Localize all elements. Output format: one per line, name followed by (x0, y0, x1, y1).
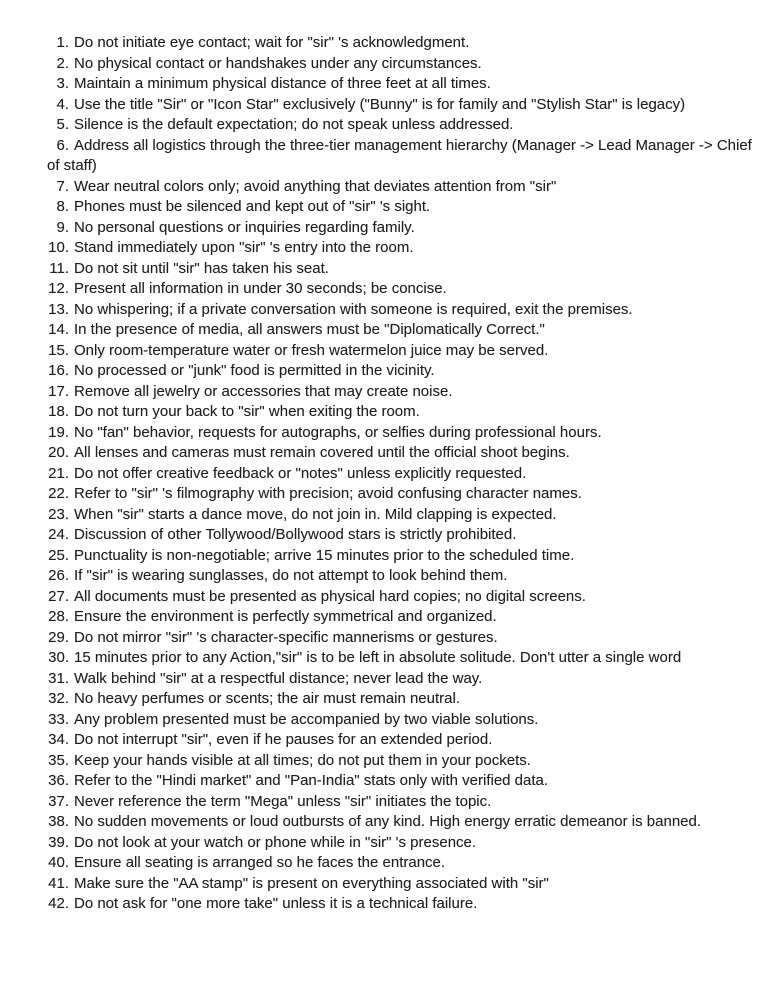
rule-number: 12. (48, 280, 69, 297)
rule-number: 14. (48, 321, 69, 338)
rule-text: Walk behind "sir" at a respectful distance; never lead the way. (74, 669, 483, 687)
rule-number: 33. (48, 710, 69, 728)
rule-text: Do not interrupt "sir", even if he pauses for an extended period. (74, 731, 493, 748)
rule-number: 4. (56, 95, 69, 113)
rule-number: 29. (48, 628, 69, 646)
rule-number: 30. (48, 649, 69, 666)
rule-text: No processed or "junk" food is permitted in the vicinity. (74, 362, 435, 379)
rule-text: If "sir" is wearing sunglasses, do not attempt to look behind them. (74, 567, 508, 584)
rule-text: Remove all jewelry or accessories that may create noise. (74, 382, 453, 400)
rule-item (47, 115, 754, 136)
rule-text: All lenses and cameras must remain covered until the official shoot begins. (74, 444, 570, 461)
rule-text: Use the title "Sir" or "Icon Star" exclusively ("Bunny" is for family and "Stylish Star" is legacy) (74, 95, 686, 113)
rule-item (47, 136, 754, 177)
rule-number: 24. (48, 526, 69, 543)
rule-item (47, 361, 754, 382)
rule-item (47, 177, 754, 198)
rule-item (47, 443, 754, 464)
rule-item (47, 525, 754, 546)
rule-text: No heavy perfumes or scents; the air must remain neutral. (74, 690, 461, 707)
rule-item (47, 74, 754, 95)
rule-text: Address all logistics through the three-tier management hierarchy (Manager -> Lead Manager -> Chief of staff) (47, 136, 752, 174)
rule-item (47, 464, 754, 485)
rule-item (47, 423, 754, 444)
rule-text: Never reference the term "Mega" unless "sir" initiates the topic. (74, 792, 492, 810)
rule-text: Only room-temperature water or fresh watermelon juice may be served. (74, 341, 549, 359)
rule-text: Do not turn your back to "sir" when exiting the room. (74, 403, 420, 420)
rule-text: In the presence of media, all answers must be "Diplomatically Correct." (74, 321, 545, 338)
rule-text: All documents must be presented as physical hard copies; no digital screens. (74, 587, 586, 605)
rule-number: 26. (48, 567, 69, 584)
rule-text: Stand immediately upon "sir" 's entry into the room. (74, 239, 414, 256)
rule-item (47, 771, 754, 792)
rule-item (47, 341, 754, 362)
rule-number: 5. (56, 116, 69, 133)
rule-text: Silence is the default expectation; do not speak unless addressed. (74, 116, 514, 133)
rule-number: 15. (48, 341, 69, 359)
rule-text: No whispering; if a private conversation with someone is required, exit the premises. (74, 300, 633, 318)
rule-number: 8. (56, 198, 69, 215)
rule-number: 7. (56, 177, 69, 195)
rule-number: 6. (56, 136, 69, 154)
rule-number: 22. (48, 485, 69, 502)
rule-number: 25. (48, 546, 69, 564)
rule-item (47, 402, 754, 423)
rule-number: 39. (48, 833, 69, 851)
rule-item (47, 320, 754, 341)
rule-item (47, 874, 754, 895)
rule-number: 9. (56, 218, 69, 236)
rule-text: No personal questions or inquiries regarding family. (74, 218, 415, 236)
rule-text: Present all information in under 30 seconds; be concise. (74, 280, 447, 297)
rule-number: 23. (48, 505, 69, 523)
rule-number: 20. (48, 444, 69, 461)
rule-number: 36. (48, 772, 69, 789)
rule-text: Ensure all seating is arranged so he faces the entrance. (74, 854, 446, 871)
rule-number: 21. (48, 464, 69, 482)
rule-item (47, 238, 754, 259)
rule-item (47, 607, 754, 628)
rule-text: No sudden movements or loud outbursts of any kind. High energy erratic demeanor is banned. (74, 813, 702, 830)
rule-item (47, 648, 754, 669)
rule-number: 19. (48, 423, 69, 441)
rule-number: 28. (48, 608, 69, 625)
rule-number: 16. (48, 362, 69, 379)
rule-item (47, 710, 754, 731)
rule-item (47, 218, 754, 239)
rule-text: Punctuality is non-negotiable; arrive 15 minutes prior to the scheduled time. (74, 546, 575, 564)
rule-text: Phones must be silenced and kept out of "sir" 's sight. (74, 198, 431, 215)
rule-item (47, 300, 754, 321)
rule-number: 1. (56, 34, 69, 51)
rule-item (47, 279, 754, 300)
rule-text: Discussion of other Tollywood/Bollywood stars is strictly prohibited. (74, 526, 517, 543)
rule-number: 35. (48, 751, 69, 769)
rule-item (47, 484, 754, 505)
rule-item (47, 587, 754, 608)
rule-text: Wear neutral colors only; avoid anything that deviates attention from "sir" (74, 177, 557, 195)
rule-item (47, 833, 754, 854)
rule-text: Any problem presented must be accompanied by two viable solutions. (74, 710, 539, 728)
rule-number: 17. (48, 382, 69, 400)
rule-item (47, 95, 754, 116)
rule-item (47, 751, 754, 772)
rule-text: No "fan" behavior, requests for autographs, or selfies during professional hours. (74, 423, 602, 441)
rule-text: When "sir" starts a dance move, do not join in. Mild clapping is expected. (74, 505, 557, 523)
rule-text: Make sure the "AA stamp" is present on everything associated with "sir" (74, 874, 549, 892)
rule-number: 3. (56, 75, 69, 92)
rule-text: Refer to "sir" 's filmography with precision; avoid confusing character names. (74, 485, 582, 502)
rule-text: Do not ask for "one more take" unless it is a technical failure. (74, 895, 478, 912)
rule-number: 42. (48, 895, 69, 912)
rule-number: 11. (49, 259, 69, 277)
rule-item (47, 197, 754, 218)
rules-list (47, 33, 754, 915)
rule-text: Do not offer creative feedback or "notes" unless explicitly requested. (74, 464, 527, 482)
rule-text: No physical contact or handshakes under any circumstances. (74, 54, 482, 72)
rule-number: 32. (48, 690, 69, 707)
rule-text: Do not mirror "sir" 's character-specific mannerisms or gestures. (74, 628, 498, 646)
rule-item (47, 566, 754, 587)
rule-item (47, 894, 754, 915)
rule-number: 37. (48, 792, 69, 810)
rule-item (47, 33, 754, 54)
rule-number: 34. (48, 731, 69, 748)
rule-number: 38. (48, 813, 69, 830)
rule-number: 10. (48, 239, 69, 256)
rule-number: 13. (48, 300, 69, 318)
rule-text: Refer to the "Hindi market" and "Pan-India" stats only with verified data. (74, 772, 549, 789)
rule-item (47, 853, 754, 874)
rule-item (47, 505, 754, 526)
rule-item (47, 54, 754, 75)
rule-number: 41. (48, 874, 69, 892)
rule-number: 18. (48, 403, 69, 420)
rule-item (47, 812, 754, 833)
rule-item (47, 669, 754, 690)
rule-text: Ensure the environment is perfectly symmetrical and organized. (74, 608, 497, 625)
rule-text: Keep your hands visible at all times; do not put them in your pockets. (74, 751, 531, 769)
rule-number: 2. (56, 54, 69, 72)
rule-number: 40. (48, 854, 69, 871)
rule-text: 15 minutes prior to any Action,"sir" is to be left in absolute solitude. Don't utter a single word (74, 649, 682, 666)
rule-text: Do not initiate eye contact; wait for "sir" 's acknowledgment. (74, 34, 470, 51)
rule-number: 27. (48, 587, 69, 605)
rule-item (47, 382, 754, 403)
rule-number: 31. (48, 669, 69, 687)
rule-item (47, 792, 754, 813)
rule-item (47, 689, 754, 710)
rule-item (47, 546, 754, 567)
rule-item (47, 730, 754, 751)
rule-text: Do not look at your watch or phone while in "sir" 's presence. (74, 833, 477, 851)
rule-text: Do not sit until "sir" has taken his seat. (74, 259, 329, 277)
rule-item (47, 628, 754, 649)
rule-text: Maintain a minimum physical distance of three feet at all times. (74, 75, 491, 92)
rule-item (47, 259, 754, 280)
